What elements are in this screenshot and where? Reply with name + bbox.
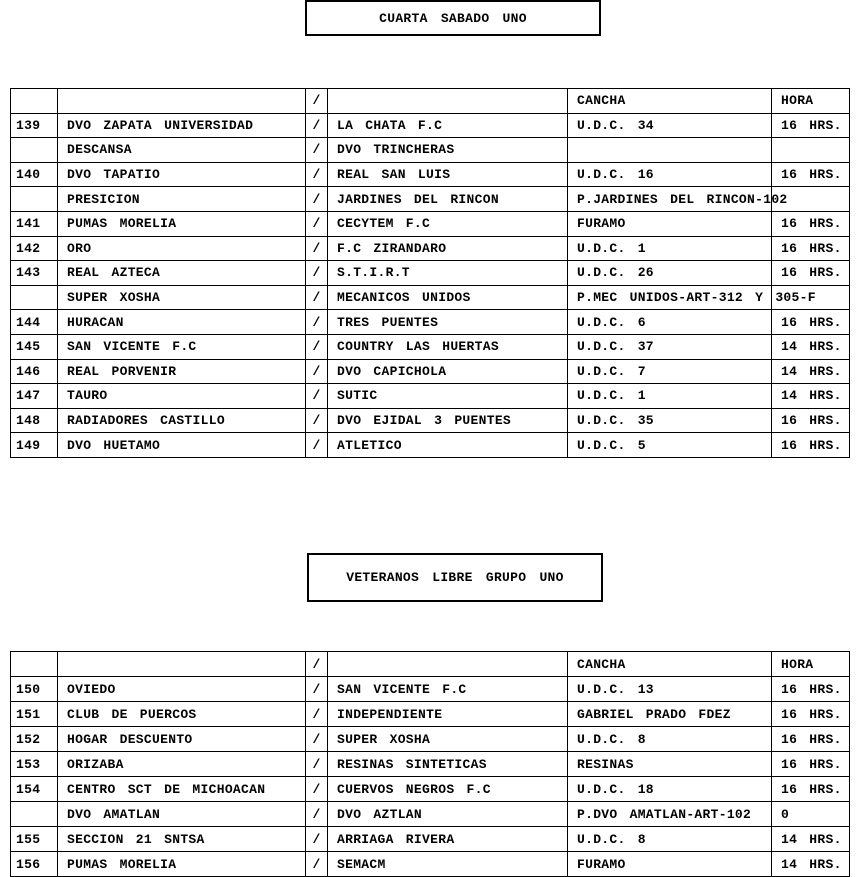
away-team-cell: F.C ZIRANDARO [328,236,568,261]
cancha-cell: RESINAS [568,752,772,777]
cancha-cell: U.D.C. 1 [568,384,772,409]
home-team-cell: HURACAN [58,310,306,335]
home-team-cell: SAN VICENTE F.C [58,334,306,359]
hora-cell: 16 HRS. [772,752,850,777]
separator-cell: / [306,408,328,433]
hora-cell: 16 HRS. [772,261,850,286]
match-row [11,187,850,212]
cancha-cell: U.D.C. 37 [568,334,772,359]
away-team-cell: SUPER XOSHA [328,727,568,752]
separator-cell: / [306,211,328,236]
cancha-cell: U.D.C. 13 [568,677,772,702]
header-away-team-cell [328,652,568,677]
hora-cell: 14 HRS. [772,827,850,852]
separator-cell: / [306,433,328,458]
cancha-cell: U.D.C. 8 [568,827,772,852]
match-number-cell [11,802,58,827]
hora-cell: 14 HRS. [772,334,850,359]
match-number-cell: 155 [11,827,58,852]
away-team-cell: S.T.I.R.T [328,261,568,286]
section-title: CUARTA SABADO UNO [379,10,527,26]
header-home-team-cell [58,652,306,677]
home-team-cell: DVO TAPATIO [58,162,306,187]
match-number-cell: 147 [11,384,58,409]
header-away-team-cell [328,89,568,114]
schedule-table-veteranos-libre [10,651,850,877]
hora-cell: 16 HRS. [772,310,850,335]
match-row [11,777,850,802]
separator-cell: / [306,677,328,702]
match-number-cell: 149 [11,433,58,458]
match-row [11,113,850,138]
separator-cell: / [306,162,328,187]
match-row [11,310,850,335]
home-team-cell: DESCANSA [58,138,306,163]
separator-cell: / [306,138,328,163]
home-team-cell: REAL AZTECA [58,261,306,286]
home-team-cell: OVIEDO [58,677,306,702]
hora-cell: 16 HRS. [772,677,850,702]
home-team-cell: ORIZABA [58,752,306,777]
match-row [11,359,850,384]
separator-cell: / [306,310,328,335]
match-number-cell [11,187,58,212]
hora-cell: 0 [772,802,850,827]
separator-cell: / [306,285,328,310]
separator-cell: / [306,187,328,212]
home-team-cell: PRESICION [58,187,306,212]
hora-cell: 14 HRS. [772,852,850,877]
match-number-cell: 152 [11,727,58,752]
away-team-cell: JARDINES DEL RINCON [328,187,568,212]
home-team-cell: SUPER XOSHA [58,285,306,310]
separator-cell: / [306,334,328,359]
hora-cell: 16 HRS. [772,162,850,187]
cancha-cell: P.JARDINES DEL RINCON-102 [568,187,772,212]
column-header-row [11,652,850,677]
home-team-cell: REAL PORVENIR [58,359,306,384]
match-number-cell [11,285,58,310]
match-row [11,334,850,359]
separator-cell: / [306,384,328,409]
header-separator-cell: / [306,652,328,677]
cancha-cell: U.D.C. 8 [568,727,772,752]
cancha-cell: GABRIEL PRADO FDEZ [568,702,772,727]
separator-cell: / [306,113,328,138]
away-team-cell: DVO EJIDAL 3 PUENTES [328,408,568,433]
match-row [11,211,850,236]
hora-cell: 14 HRS. [772,384,850,409]
separator-cell: / [306,359,328,384]
away-team-cell: COUNTRY LAS HUERTAS [328,334,568,359]
header-match-number-cell [11,89,58,114]
cancha-cell [568,138,772,163]
home-team-cell: DVO HUETAMO [58,433,306,458]
away-team-cell: ATLETICO [328,433,568,458]
away-team-cell: DVO TRINCHERAS [328,138,568,163]
home-team-cell: DVO AMATLAN [58,802,306,827]
cancha-cell: U.D.C. 6 [568,310,772,335]
section-title-box-veteranos-libre [307,553,603,602]
section-title-box-cuarta-sabado [305,0,601,36]
match-row [11,408,850,433]
hora-cell: 16 HRS. [772,211,850,236]
away-team-cell: TRES PUENTES [328,310,568,335]
cancha-cell: U.D.C. 34 [568,113,772,138]
match-number-cell: 139 [11,113,58,138]
cancha-cell: P.DVO AMATLAN-ART-102 [568,802,772,827]
header-hora-cell: HORA [772,652,850,677]
home-team-cell: DVO ZAPATA UNIVERSIDAD [58,113,306,138]
match-row [11,802,850,827]
header-cancha-cell: CANCHA [568,89,772,114]
away-team-cell: INDEPENDIENTE [328,702,568,727]
separator-cell: / [306,852,328,877]
match-number-cell: 148 [11,408,58,433]
match-row [11,752,850,777]
cancha-cell: U.D.C. 1 [568,236,772,261]
home-team-cell: CENTRO SCT DE MICHOACAN [58,777,306,802]
schedule-table-cuarta-sabado [10,88,850,458]
home-team-cell: HOGAR DESCUENTO [58,727,306,752]
match-row [11,285,850,310]
cancha-cell: U.D.C. 5 [568,433,772,458]
match-row [11,677,850,702]
match-number-cell [11,138,58,163]
match-row [11,261,850,286]
away-team-cell: RESINAS SINTETICAS [328,752,568,777]
cancha-cell: FURAMO [568,211,772,236]
match-number-cell: 145 [11,334,58,359]
cancha-cell: U.D.C. 35 [568,408,772,433]
home-team-cell: TAURO [58,384,306,409]
match-number-cell: 146 [11,359,58,384]
away-team-cell: CECYTEM F.C [328,211,568,236]
home-team-cell: CLUB DE PUERCOS [58,702,306,727]
match-number-cell: 142 [11,236,58,261]
header-cancha-cell: CANCHA [568,652,772,677]
hora-cell: 16 HRS. [772,702,850,727]
hora-cell: 16 HRS. [772,727,850,752]
match-number-cell: 151 [11,702,58,727]
match-number-cell: 141 [11,211,58,236]
separator-cell: / [306,827,328,852]
column-header-row [11,89,850,114]
away-team-cell: DVO AZTLAN [328,802,568,827]
match-number-cell: 154 [11,777,58,802]
away-team-cell: CUERVOS NEGROS F.C [328,777,568,802]
away-team-cell: SUTIC [328,384,568,409]
cancha-cell: U.D.C. 26 [568,261,772,286]
section-title: VETERANOS LIBRE GRUPO UNO [346,570,564,585]
match-row [11,433,850,458]
cancha-cell: U.D.C. 18 [568,777,772,802]
match-row [11,138,850,163]
match-number-cell: 144 [11,310,58,335]
match-number-cell: 150 [11,677,58,702]
match-row [11,384,850,409]
home-team-cell: SECCION 21 SNTSA [58,827,306,852]
away-team-cell: ARRIAGA RIVERA [328,827,568,852]
home-team-cell: RADIADORES CASTILLO [58,408,306,433]
away-team-cell: REAL SAN LUIS [328,162,568,187]
match-row [11,236,850,261]
cancha-cell: FURAMO [568,852,772,877]
home-team-cell: PUMAS MORELIA [58,211,306,236]
separator-cell: / [306,777,328,802]
header-home-team-cell [58,89,306,114]
away-team-cell: MECANICOS UNIDOS [328,285,568,310]
separator-cell: / [306,702,328,727]
match-number-cell: 153 [11,752,58,777]
hora-cell: 14 HRS. [772,359,850,384]
away-team-cell: SAN VICENTE F.C [328,677,568,702]
hora-cell: 16 HRS. [772,408,850,433]
separator-cell: / [306,727,328,752]
cancha-cell: U.D.C. 7 [568,359,772,384]
hora-cell: 16 HRS. [772,113,850,138]
match-number-cell: 140 [11,162,58,187]
separator-cell: / [306,752,328,777]
match-row [11,702,850,727]
header-separator-cell: / [306,89,328,114]
separator-cell: / [306,802,328,827]
separator-cell: / [306,236,328,261]
hora-cell: 16 HRS. [772,433,850,458]
home-team-cell: ORO [58,236,306,261]
match-row [11,852,850,877]
cancha-cell: U.D.C. 16 [568,162,772,187]
match-row [11,827,850,852]
cancha-cell: P.MEC UNIDOS-ART-312 Y 305-F [568,285,772,310]
match-row [11,162,850,187]
separator-cell: / [306,261,328,286]
away-team-cell: LA CHATA F.C [328,113,568,138]
match-row [11,727,850,752]
match-number-cell: 156 [11,852,58,877]
header-match-number-cell [11,652,58,677]
away-team-cell: SEMACM [328,852,568,877]
hora-cell [772,138,850,163]
hora-cell: 16 HRS. [772,236,850,261]
header-hora-cell: HORA [772,89,850,114]
home-team-cell: PUMAS MORELIA [58,852,306,877]
hora-cell: 16 HRS. [772,777,850,802]
away-team-cell: DVO CAPICHOLA [328,359,568,384]
match-number-cell: 143 [11,261,58,286]
